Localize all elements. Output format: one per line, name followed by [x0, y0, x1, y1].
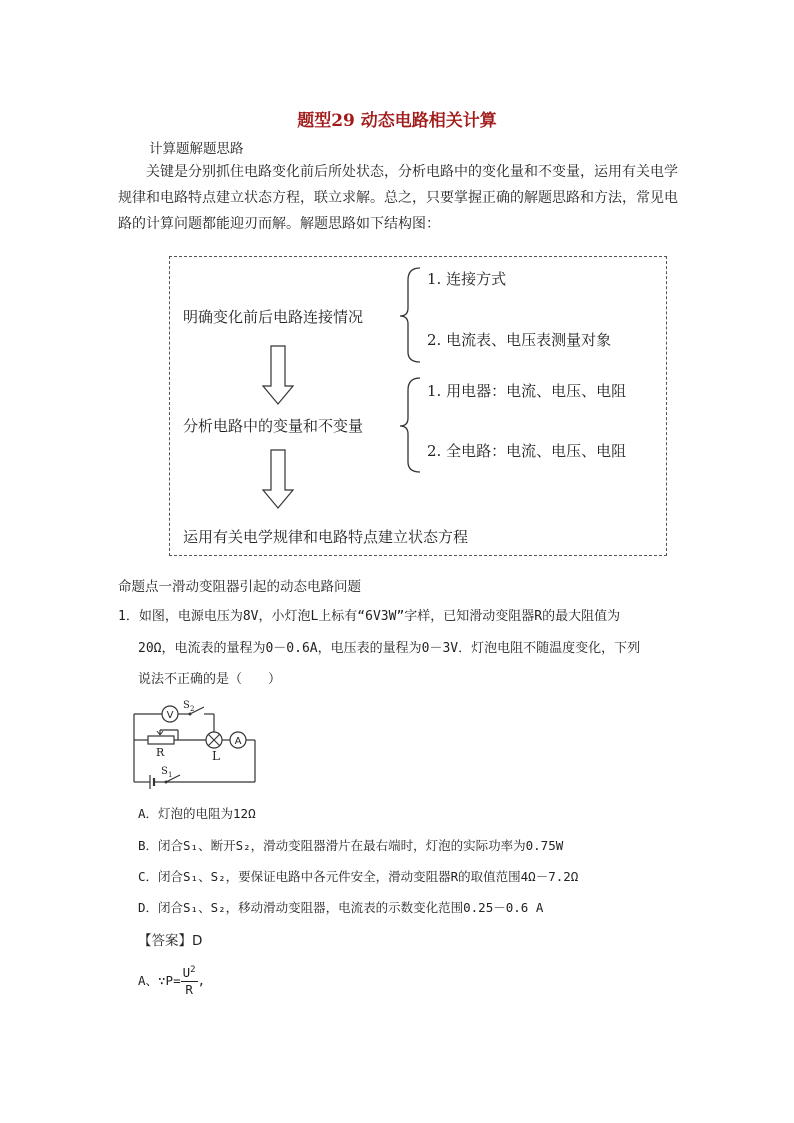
page-title: 题型29 动态电路相关计算 — [297, 111, 497, 131]
question-line-3: 说法不正确的是（ ） — [138, 672, 282, 687]
flow-step-3: 运用有关电学规律和电路特点建立状态方程 — [183, 528, 469, 546]
formula-numerator: $U^2$ — [181, 962, 198, 982]
option-c: C．闭合S₁、S₂，要保证电路中各元件安全，滑动变阻器R的取值范围4Ω－7.2Ω — [138, 869, 579, 884]
formula-fraction — [181, 962, 198, 998]
flow-step-1: 明确变化前后电路连接情况 — [183, 308, 364, 326]
option-d: D．闭合S₁、S₂，移动滑动变阻器，电流表的示数变化范围0.25－0.6 A — [138, 900, 544, 915]
answer-label: 【答案】D — [138, 933, 203, 949]
switch-s2-subscript: 2 — [190, 705, 195, 713]
ammeter-label: A — [234, 736, 242, 747]
flow-step-2-item-2: 2. 全电路：电流、电压、电阻 — [427, 442, 627, 460]
approach-paragraph-text: 关键是分别抓住电路变化前后所处状态，分析电路中的变化量和不变量，运用有关电学规律和电路特点建立状态方程，联立求解。总之，只要掌握正确的解题思路和方法，常见电路的计算问题都能迎刃而解。解题思路如下结构图： — [118, 164, 678, 232]
section-heading-approach: 计算题解题思路 — [149, 141, 244, 157]
flow-step-2: 分析电路中的变量和不变量 — [183, 417, 364, 435]
voltmeter-label: V — [166, 710, 174, 721]
flow-step-1-item-2: 2. 电流表、电压表测量对象 — [427, 331, 612, 349]
switch-s1-label: S — [161, 766, 168, 777]
resistor-label: R — [156, 746, 165, 759]
flow-step-1-item-1: 1. 连接方式 — [427, 270, 507, 288]
formula-suffix: , — [197, 972, 206, 988]
option-b: B．闭合S₁、断开S₂，滑动变阻器滑片在最右端时，灯泡的实际功率为0.75W — [138, 838, 564, 853]
battery-icon — [150, 775, 166, 789]
resistor-r — [148, 736, 174, 744]
question-line-2: 20Ω，电流表的量程为0－0.6A，电压表的量程为0－3V．灯泡电阻不随温度变化，下列 — [138, 641, 641, 656]
answer-formula — [138, 962, 205, 998]
flow-step-2-item-1: 1. 用电器：电流、电压、电阻 — [427, 382, 627, 400]
formula-exponent: 2 — [190, 965, 196, 975]
section-heading-problem: 命题点一滑动变阻器引起的动态电路问题 — [118, 579, 361, 595]
option-a: A．灯泡的电阻为12Ω — [138, 806, 256, 821]
formula-denominator: R — [185, 982, 193, 998]
formula-prefix: A、∵P= — [138, 973, 181, 989]
switch-s2-label: S — [183, 700, 190, 711]
question-line-1: 1．如图，电源电压为8V，小灯泡L上标有“6V3W”字样，已知滑动变阻器R的最大阻值为 — [118, 609, 621, 624]
switch-s1-subscript: 1 — [168, 771, 173, 779]
lamp-label: L — [212, 749, 220, 763]
